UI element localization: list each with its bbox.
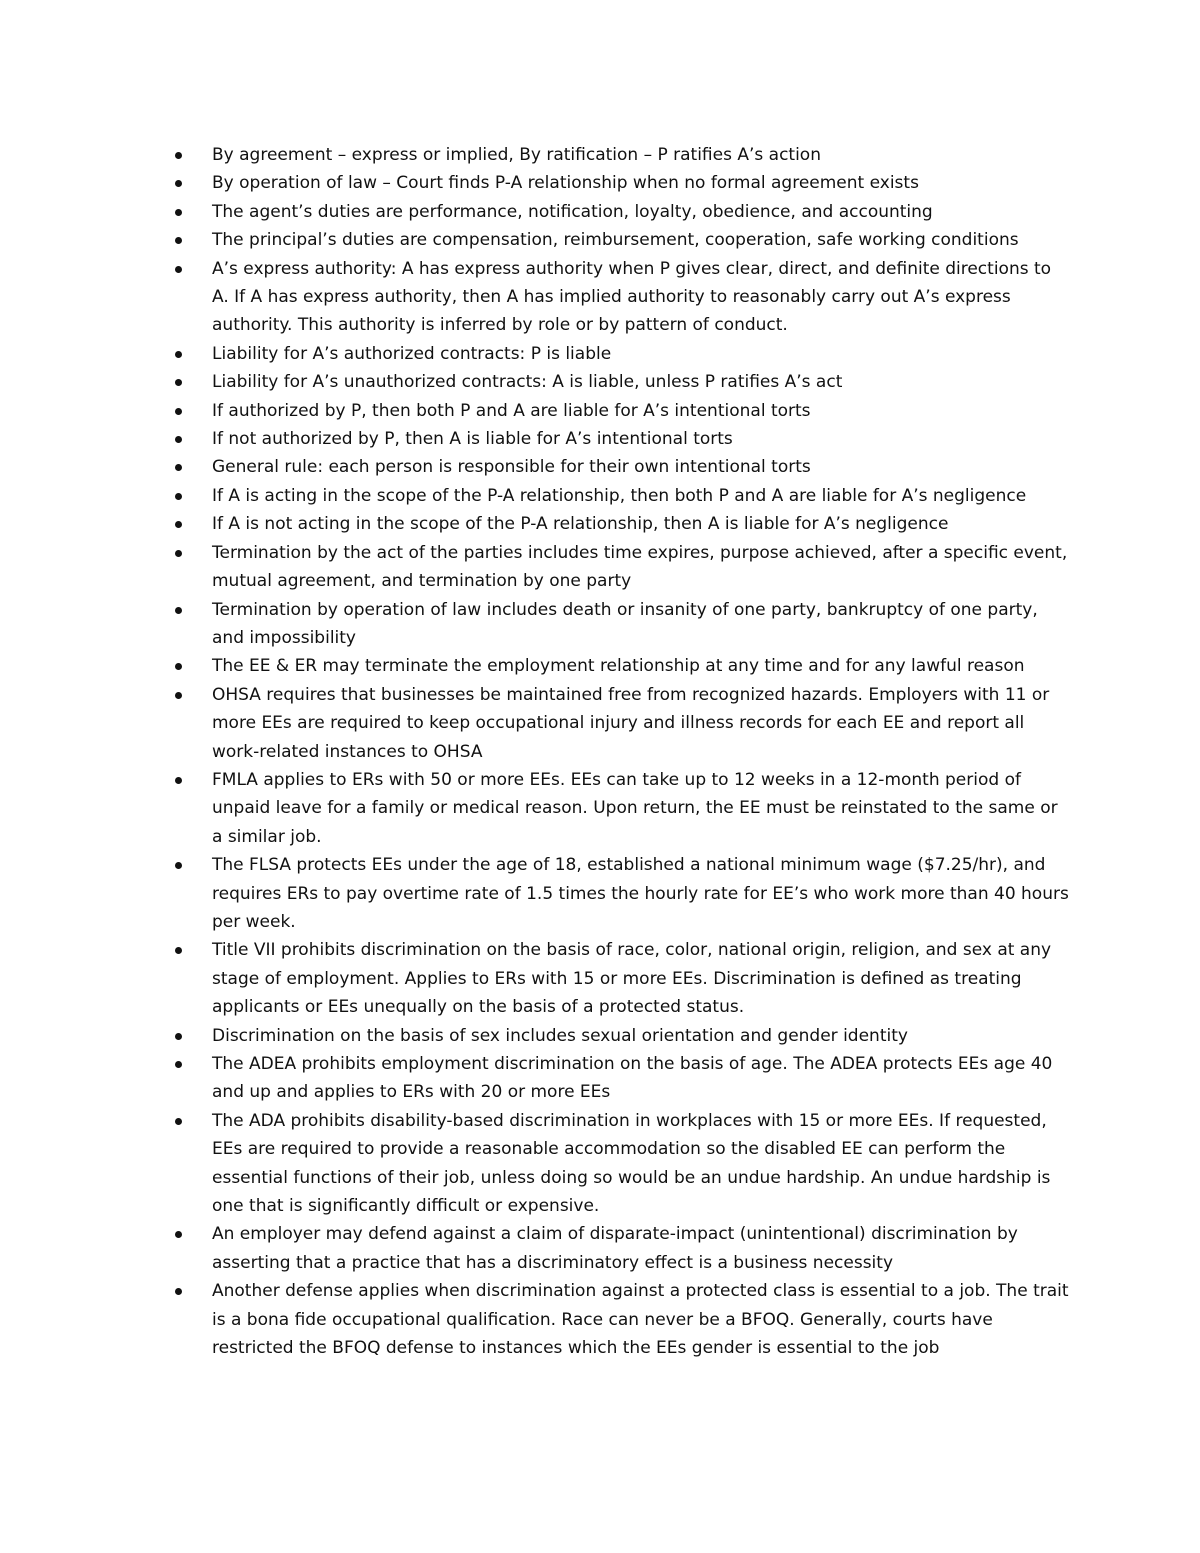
list-item <box>170 851 1070 936</box>
list-item-text: The principal’s duties are compensation, reimbursement, cooperation, safe working conditions <box>212 230 1019 251</box>
bullet-icon <box>175 550 182 557</box>
list-item <box>170 198 1070 226</box>
bullet-icon <box>175 180 182 187</box>
bullet-icon <box>175 777 182 784</box>
list-item-text: General rule: each person is responsible for their own intentional torts <box>212 457 811 478</box>
list-item <box>170 1277 1070 1362</box>
list-item-text: If A is acting in the scope of the P-A relationship, then both P and A are liable for A’s negligence <box>212 485 1027 506</box>
list-item <box>170 425 1070 453</box>
list-item <box>170 340 1070 368</box>
bullet-icon <box>175 1288 182 1295</box>
bullet-icon <box>175 464 182 471</box>
list-item-text: Liability for A’s unauthorized contracts: A is liable, unless P ratifies A’s act <box>212 372 843 393</box>
list-item <box>170 936 1070 1021</box>
bullet-icon <box>175 663 182 670</box>
bullet-icon <box>175 947 182 954</box>
list-item <box>170 482 1070 510</box>
list-item <box>170 141 1070 169</box>
bullet-icon <box>175 862 182 869</box>
list-item-text: Another defense applies when discrimination against a protected class is essential to a job. The trait is a bona fide occupational qualification. Race can never be a BFOQ. Generally, courts have restricted the BFOQ defense to instances which the EEs gender is essential to the job <box>212 1281 1069 1359</box>
list-item-text: OHSA requires that businesses be maintained free from recognized hazards. Employers with 11 or more EEs are required to keep occupational injury and illness records for each EE and report all work-related instances to OHSA <box>212 684 1050 762</box>
bullet-icon <box>175 408 182 415</box>
list-item-text: If not authorized by P, then A is liable for A’s intentional torts <box>212 429 733 450</box>
bullet-list <box>170 141 1070 1362</box>
list-item <box>170 1022 1070 1050</box>
bullet-icon <box>175 152 182 159</box>
list-item <box>170 1107 1070 1221</box>
list-item <box>170 766 1070 851</box>
list-item-text: If authorized by P, then both P and A are liable for A’s intentional torts <box>212 400 811 421</box>
list-item-text: Termination by operation of law includes death or insanity of one party, bankruptcy of one party, and impossibility <box>212 599 1038 648</box>
list-item-text: By operation of law – Court finds P-A relationship when no formal agreement exists <box>212 173 919 194</box>
list-item <box>170 169 1070 197</box>
list-item <box>170 255 1070 340</box>
list-item <box>170 652 1070 680</box>
list-item-text: FMLA applies to ERs with 50 or more EEs. EEs can take up to 12 weeks in a 12-month period of unpaid leave for a family or medical reason. Upon return, the EE must be reinstated to the same or a similar job. <box>212 769 1058 847</box>
list-item <box>170 1050 1070 1107</box>
bullet-icon <box>175 1231 182 1238</box>
list-item-text: A’s express authority: A has express authority when P gives clear, direct, and definite directions to A. If A has express authority, then A has implied authority to reasonably carry out A’s express authority. This authority is inferred by role or by pattern of conduct. <box>212 258 1052 336</box>
bullet-icon <box>175 493 182 500</box>
bullet-icon <box>175 436 182 443</box>
list-item <box>170 368 1070 396</box>
bullet-icon <box>175 1033 182 1040</box>
list-item <box>170 226 1070 254</box>
list-item <box>170 1220 1070 1277</box>
bullet-icon <box>175 1118 182 1125</box>
list-item-text: Title VII prohibits discrimination on the basis of race, color, national origin, religion, and sex at any stage of employment. Applies to ERs with 15 or more EEs. Discrimination is defined as treating applicants or EEs unequally on the basis of a protected status. <box>212 940 1052 1018</box>
list-item-text: The EE & ER may terminate the employment relationship at any time and for any lawful reason <box>212 656 1025 677</box>
bullet-icon <box>175 607 182 614</box>
list-item-text: Termination by the act of the parties includes time expires, purpose achieved, after a specific event, mutual agreement, and termination by one party <box>212 542 1068 592</box>
bullet-icon <box>175 1061 182 1068</box>
list-item <box>170 539 1070 596</box>
list-item <box>170 453 1070 481</box>
list-item-text: The FLSA protects EEs under the age of 18, established a national minimum wage ($7.25/hr), and requires ERs to pay overtime rate of 1.5 times the hourly rate for EE’s who work more than 40 hours per week. <box>212 855 1069 932</box>
bullet-icon <box>175 692 182 699</box>
bullet-icon <box>175 351 182 358</box>
bullet-icon <box>175 266 182 273</box>
bullet-icon <box>175 209 182 216</box>
list-item <box>170 510 1070 538</box>
list-item <box>170 681 1070 766</box>
list-item-text: The ADEA prohibits employment discrimination on the basis of age. The ADEA protects EEs age 40 and up and applies to ERs with 20 or more EEs <box>212 1054 1053 1103</box>
list-item-text: Discrimination on the basis of sex includes sexual orientation and gender identity <box>212 1025 908 1046</box>
list-item-text: An employer may defend against a claim of disparate-impact (unintentional) discrimination by asserting that a practice that has a discriminatory effect is a business necessity <box>212 1224 1018 1273</box>
list-item-text: The ADA prohibits disability-based discrimination in workplaces with 15 or more EEs. If requested, EEs are required to provide a reasonable accommodation so the disabled EE can perform the essential functions of their job, unless doing so would be an undue hardship. An undue hardship is one that is significantly difficult or expensive. <box>212 1110 1051 1217</box>
list-item-text: If A is not acting in the scope of the P-A relationship, then A is liable for A’s negligence <box>212 514 949 535</box>
list-item-text: The agent’s duties are performance, notification, loyalty, obedience, and accounting <box>212 201 933 222</box>
list-item <box>170 397 1070 425</box>
bullet-icon <box>175 237 182 244</box>
list-item-text: Liability for A’s authorized contracts: P is liable <box>212 343 612 364</box>
list-item <box>170 596 1070 653</box>
list-item-text: By agreement – express or implied, By ratification – P ratifies A’s action <box>212 145 821 165</box>
bullet-icon <box>175 379 182 386</box>
bullet-icon <box>175 521 182 528</box>
